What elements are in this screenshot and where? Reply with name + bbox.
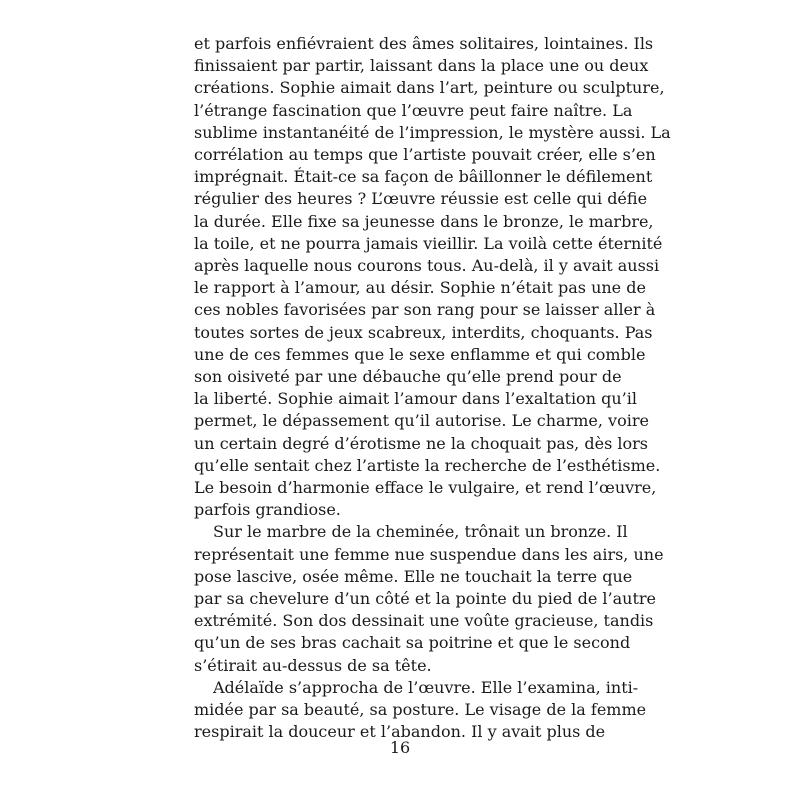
text-line: toutes sortes de jeux scabreux, interdits, choquants. Pas: [194, 322, 653, 342]
text-line: l’étrange fascination que l’œuvre peut faire naître. La: [194, 100, 633, 120]
text-line: représentait une femme nue suspendue dans les airs, une: [194, 544, 664, 564]
text-line: qu’elle sentait chez l’artiste la recherche de l’esthétisme.: [194, 455, 661, 475]
text-line: après laquelle nous courons tous. Au-delà, il y avait aussi: [194, 256, 660, 276]
text-line: créations. Sophie aimait dans l’art, peinture ou sculpture,: [194, 78, 665, 98]
text-line: imprégnait. Était-ce sa façon de bâillonner le défilement: [194, 167, 653, 187]
paragraph: [194, 33, 671, 521]
text-line: respirait la douceur et l’abandon. Il y avait plus de: [194, 722, 606, 742]
body-text: [194, 33, 671, 744]
text-line: qu’un de ses bras cachait sa poitrine et que le second: [194, 633, 631, 653]
text-line: la liberté. Sophie aimait l’amour dans l’exaltation qu’il: [194, 389, 637, 409]
text-line: Adélaïde s’approcha de l’œuvre. Elle l’examina, inti-: [213, 677, 639, 697]
text-line: la durée. Elle fixe sa jeunesse dans le bronze, le marbre,: [194, 211, 654, 231]
text-line: pose lascive, osée même. Elle ne touchait la terre que: [194, 566, 633, 586]
text-line: et parfois enfiévraient des âmes solitaires, lointaines. Ils: [194, 34, 654, 53]
text-line: permet, le dépassement qu’il autorise. Le charme, voire: [194, 411, 649, 431]
text-line: extrémité. Son dos dessinait une voûte gracieuse, tandis: [194, 611, 654, 631]
text-line: sublime instantanéité de l’impression, le mystère aussi. La: [194, 122, 671, 142]
text-line: midée par sa beauté, sa posture. Le visage de la femme: [194, 700, 647, 720]
text-line: son oisiveté par une débauche qu’elle prend pour de: [194, 367, 622, 387]
text-line: Le besoin d’harmonie efface le vulgaire, et rend l’œuvre,: [194, 478, 657, 498]
text-line: un certain degré d’érotisme ne la choquait pas, dès lors: [194, 433, 648, 453]
text-line: finissaient par partir, laissant dans la place une ou deux: [194, 56, 649, 76]
text-line: par sa chevelure d’un côté et la pointe du pied de l’autre: [194, 589, 657, 609]
text-line: le rapport à l’amour, au désir. Sophie n’était pas une de: [194, 278, 646, 298]
page-number: 16: [389, 738, 411, 757]
text-line: corrélation au temps que l’artiste pouvait créer, elle s’en: [194, 145, 656, 165]
text-line: régulier des heures ? L’œuvre réussie est celle qui défie: [194, 189, 648, 209]
paragraph: [194, 677, 647, 744]
text-line: une de ces femmes que le sexe enflamme et qui comble: [194, 344, 646, 364]
paragraph: [194, 521, 664, 676]
text-line: la toile, et ne pourra jamais vieillir. La voilà cette éternité: [194, 233, 663, 253]
text-line: parfois grandiose.: [194, 500, 341, 520]
text-line: s’étirait au-dessus de sa tête.: [194, 655, 432, 675]
text-line: ces nobles favorisées par son rang pour se laisser aller à: [194, 300, 656, 320]
text-line: Sur le marbre de la cheminée, trônait un bronze. Il: [213, 522, 628, 542]
